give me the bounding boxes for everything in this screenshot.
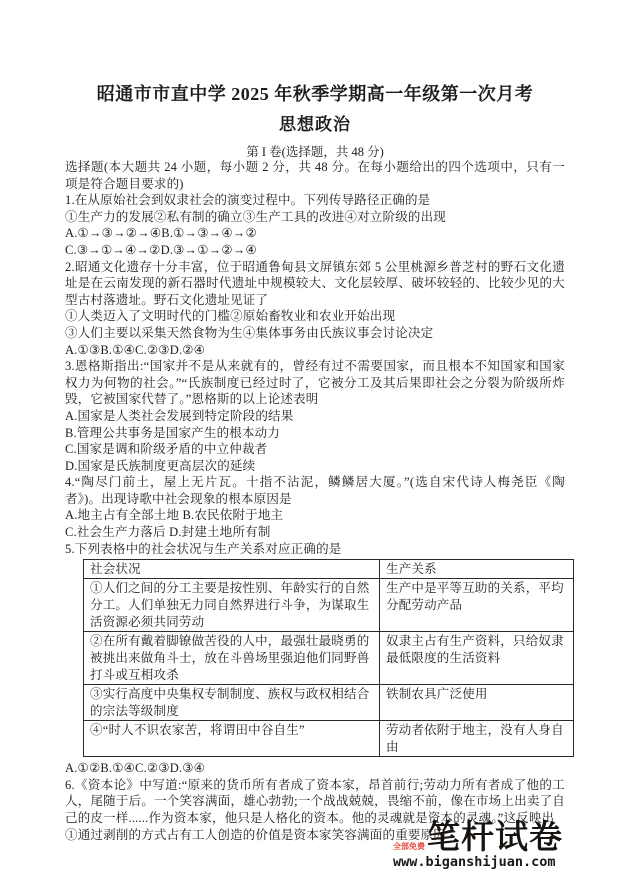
table-cell: 铁制农具广泛使用 [380, 685, 574, 721]
table-cell: ③实行高度中央集权专制制度、族权与政权相结合的宗法等级制度 [84, 685, 380, 721]
question-1-options-row1: A.①→③→②→④B.①→③→④→② [65, 226, 257, 241]
question-4-options-row1: A.地主占有全部土地 B.农民依附于地主 [65, 508, 284, 523]
question-3-option-a: A.国家是人类社会发展到特定阶段的结果 [65, 408, 294, 423]
question-2-options: A.①③B.①④C.②③D.②④ [65, 342, 206, 357]
watermark-brand: 笔杆试卷 [427, 820, 563, 856]
table-header-row [84, 560, 574, 579]
watermark [393, 821, 568, 870]
table-header-social-condition: 社会状况 [84, 560, 380, 579]
table-cell: 奴隶主占有生产资料，只给奴隶最低限度的生活资料 [380, 632, 574, 685]
table-row [84, 632, 574, 685]
table-row [84, 721, 574, 757]
exam-subject: 思想政治 [279, 115, 351, 134]
table-row [84, 579, 574, 632]
question-5-stem: 5.下列表格中的社会状况与生产关系对应正确的是 [65, 541, 342, 556]
table-header-production-relation: 生产关系 [380, 560, 574, 579]
question-2-stem: 2.昭通文化遗存十分丰富，位于昭通鲁甸县文屏镇东郊 5 公里桃源乡普芝村的野石文化遗址是在云南发现的新石器时代遗址中规模较大、文化层较厚、破坏较轻的、比较少见的大型古村落遗址。野石文化遗址见证了 [65, 259, 565, 307]
question-4-stem: 4.“陶尽门前土，屋上无片瓦。十指不沾泥，鳞鳞居大厦。”(选自宋代诗人梅尧臣《陶者》)。出现诗歌中社会现象的根本原因是 [65, 475, 565, 506]
table-cell: 劳动者依附于地主，没有人身自由 [380, 721, 574, 757]
exam-title: 昭通市市直中学 2025 年秋季学期高一年级第一次月考 [96, 84, 534, 104]
question-3-option-b: B.管理公共事务是国家产生的根本动力 [65, 425, 281, 440]
section-heading: 第 I 卷(选择题，共 48 分) [246, 145, 384, 159]
question-3 [65, 358, 565, 474]
question-4 [65, 474, 565, 540]
question-5-table [83, 559, 574, 757]
question-2 [65, 259, 565, 359]
instructions: 选择题(本大题共 24 小题，每小题 2 分，共 48 分。在每小题给出的四个选项中，只有一项是符合题目要求的) [65, 160, 565, 191]
watermark-free-label: 全部免费 [393, 842, 425, 851]
question-1-items: ①生产力的发展②私有制的确立③生产工具的改进④对立阶级的出现 [65, 209, 447, 224]
question-2-items-row1: ①人类迈入了文明时代的门槛②原始畜牧业和农业开始出现 [65, 309, 396, 324]
table-row [84, 685, 574, 721]
watermark-url: www.biganshijuan.com [393, 854, 556, 870]
table-cell: ④“时人不识农家苦，将谓田中谷自生” [84, 721, 380, 757]
question-1 [65, 192, 565, 258]
table-cell: ②在所有戴着脚镣做苦役的人中，最强壮最晓勇的被挑出来做角斗士，放在斗兽场里强迫他们同野兽打斗或互相攻杀 [84, 632, 380, 685]
question-1-stem: 1.在从原始社会到奴隶社会的演变过程中。下列传导路径正确的是 [65, 193, 431, 208]
question-3-stem: 3.恩格斯指出:“国家并不是从来就有的，曾经有过不需要国家，而且根本不知国家和国家权力为何物的社会。”“氏族制度已经过时了，它被分工及其后果即社会之分裂为阶级所炸毁，它被国家代替了。”恩格斯的以上论述表明 [65, 359, 565, 407]
question-6-item-row1: ①通过剥削的方式占有工人创造的价值是资本家笑容满面的重要原因 [65, 827, 447, 842]
question-4-options-row2: C.社会生产力落后 D.封建土地所有制 [65, 525, 271, 540]
watermark-brand-row [393, 821, 568, 855]
question-5-options: A.①②B.①④C.②③D.③④ [65, 761, 206, 776]
question-3-option-c: C.国家是调和阶级矛盾的中立仲裁者 [65, 442, 268, 457]
question-1-options-row2: C.③→①→④→②D.③→①→②→④ [65, 242, 257, 257]
table-cell: ①人们之间的分工主要是按性别、年龄实行的自然分工。人们单独无力同自然界进行斗争，为谋取生活资源必须共同劳动 [84, 579, 380, 632]
question-6-stem: 6.《资本论》中写道:“原来的货币所有者成了资本家，昂首前行;劳动力所有者成了他的工人，尾随于后。一个笑容满面，雄心勃勃;一个战战兢兢，畏缩不前，像在市场上出卖了自己的皮一样......作为资本家，他只是人格化的资本。他的灵魂就是资本的灵魂。”这反映出 [65, 777, 565, 826]
question-3-option-d: D.国家是氏族制度更高层次的延续 [65, 458, 256, 473]
table-cell: 生产中是平等互助的关系，平均分配劳动产品 [380, 579, 574, 632]
question-5 [65, 541, 565, 777]
question-2-items-row2: ③人们主要以采集天然食物为生④集体事务由氏族议事会讨论决定 [65, 325, 434, 340]
